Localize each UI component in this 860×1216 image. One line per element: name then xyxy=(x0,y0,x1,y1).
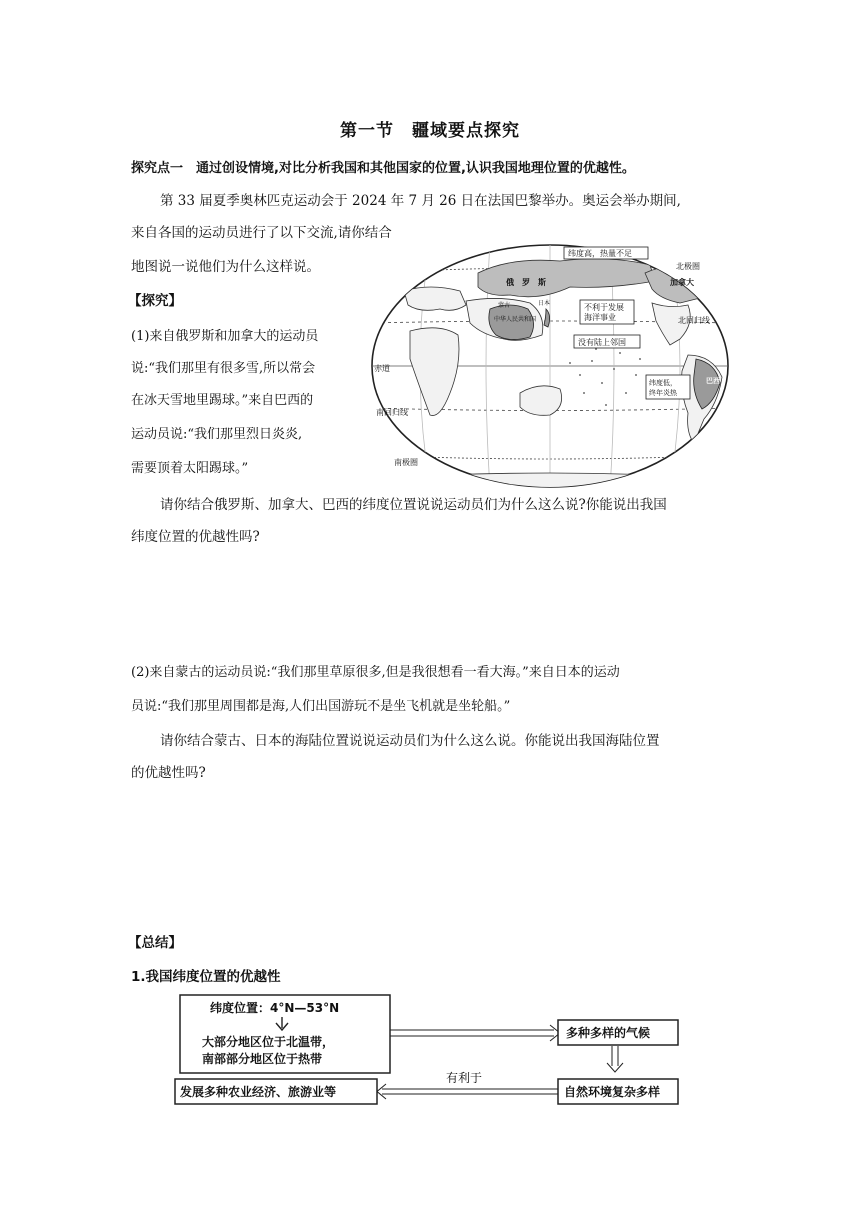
label-equator: 赤道 xyxy=(374,364,390,373)
summary-label: 【总结】 xyxy=(128,935,182,951)
diagram-lat-position: 纬度位置：4°N—53°N xyxy=(210,1001,340,1015)
label-high-latitude: 纬度高，热量不足 xyxy=(568,249,632,258)
q2-line-1: (2)来自蒙古的运动员说:“我们那里草原很多,但是我很想看一看大海。”来自日本的运动 xyxy=(131,665,620,680)
q2-prompt-line-2: 的优越性吗? xyxy=(131,765,206,781)
label-canada: 加拿大 xyxy=(670,278,694,287)
intro-line-1: 第 33 届夏季奥林匹克运动会于 2024 年 7 月 26 日在法国巴黎举办。奥运会举办期间, xyxy=(160,193,681,209)
diagram-development: 发展多种农业经济、旅游业等 xyxy=(180,1085,337,1099)
label-bad-ocean-1: 不利于发展 xyxy=(584,303,624,312)
label-low-lat-1: 纬度低， xyxy=(649,379,677,387)
diagram-beneficial: 有利于 xyxy=(446,1071,483,1085)
label-japan: 日本 xyxy=(538,300,551,307)
label-arctic: 北极圈 xyxy=(676,262,700,271)
q1-line: 运动员说:“我们那里烈日炎炎, xyxy=(131,427,303,442)
diagram-zones-2: 南部部分地区位于热带 xyxy=(202,1052,323,1066)
intro-line-2: 来自各国的运动员进行了以下交流,请你结合 xyxy=(131,225,392,241)
label-tropic-n: 北回归线 xyxy=(678,316,710,325)
explore-label: 【探究】 xyxy=(128,293,182,309)
q1-line: (1)来自俄罗斯和加拿大的运动员 xyxy=(131,329,319,344)
latitude-advantage-diagram xyxy=(170,990,690,1110)
diagram-zones-1: 大部分地区位于北温带， xyxy=(202,1035,335,1049)
world-map xyxy=(370,243,730,489)
diagram-environment: 自然环境复杂多样 xyxy=(564,1085,661,1099)
label-brazil: 巴西 xyxy=(706,377,720,385)
q1-line: 需要顶着太阳踢球。” xyxy=(131,461,249,476)
label-tropic-s: 南回归线 xyxy=(376,408,408,417)
q1-line: 说:“我们那里有很多雪,所以常会 xyxy=(131,361,316,376)
q1-prompt-line-1: 请你结合俄罗斯、加拿大、巴西的纬度位置说说运动员们为什么这么说?你能说出我国 xyxy=(160,497,667,513)
section-heading: 探究点一 通过创设情境,对比分析我国和其他国家的位置,认识我国地理位置的优越性。 xyxy=(131,161,635,176)
diagram-climate: 多种多样的气候 xyxy=(566,1026,651,1040)
label-no-neighbors: 没有陆上邻国 xyxy=(578,338,626,347)
summary-item-1: 1.我国纬度位置的优越性 xyxy=(131,969,281,985)
label-bad-ocean-2: 海洋事业 xyxy=(584,313,616,322)
label-russia: 俄 罗 斯 xyxy=(506,278,546,287)
q2-prompt-line-1: 请你结合蒙古、日本的海陆位置说说运动员们为什么这么说。你能说出我国海陆位置 xyxy=(160,733,660,749)
intro-line-3: 地图说一说他们为什么这样说。 xyxy=(131,259,320,275)
label-antarctic: 南极圈 xyxy=(394,458,418,467)
q2-line-2: 员说:“我们那里周围都是海,人们出国游玩不是坐飞机就是坐轮船。” xyxy=(131,699,511,714)
q1-prompt-line-2: 纬度位置的优越性吗? xyxy=(131,529,260,545)
label-china: 中华人民共和国 xyxy=(494,316,537,323)
q1-line: 在冰天雪地里踢球。”来自巴西的 xyxy=(131,393,314,408)
label-low-lat-2: 终年炎热 xyxy=(649,389,677,397)
page-title: 第一节 疆域要点探究 xyxy=(340,121,520,141)
label-mongolia: 蒙古 xyxy=(498,302,511,309)
